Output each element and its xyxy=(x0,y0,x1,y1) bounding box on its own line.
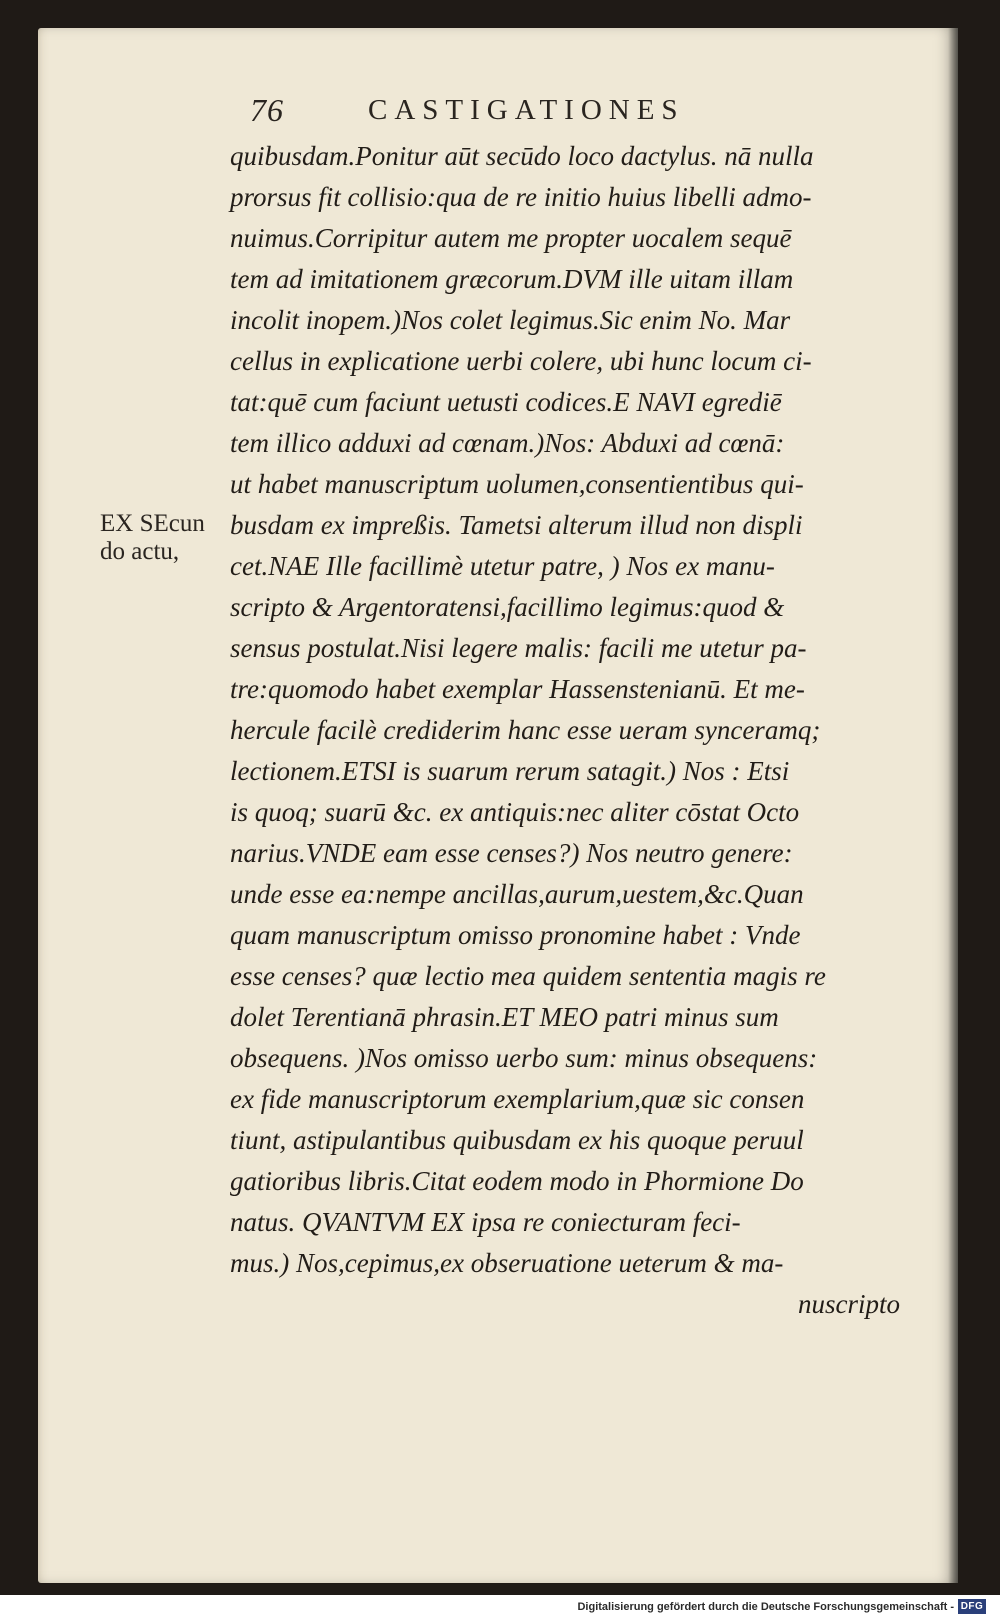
text-line: esse censes? quæ lectio mea quidem sententia magis re xyxy=(230,961,826,991)
text-line: sensus postulat.Nisi legere malis: facili me utetur pa- xyxy=(230,633,807,663)
page-edge-shadow xyxy=(948,28,958,1583)
text-line: cellus in explicatione uerbi colere, ubi hunc locum ci- xyxy=(230,346,812,376)
text-line: nuimus.Corripitur autem me propter uocalem sequē xyxy=(230,223,792,253)
text-line: is quoq; suarū &c. ex antiquis:nec aliter cōstat Octo xyxy=(230,797,800,827)
funding-notice: Digitalisierung gefördert durch die Deutsche Forschungsgemeinschaft - xyxy=(577,1601,954,1613)
text-line: busdam ex impreßis. Tametsi alterum illud non displi xyxy=(230,510,803,540)
text-line: quam manuscriptum omisso pronomine habet : Vnde xyxy=(230,920,801,950)
margin-note xyxy=(100,510,240,566)
text-line: hercule facilè crediderim hanc esse ueram synceramq; xyxy=(230,715,821,745)
page-header xyxy=(250,92,730,132)
text-line: tat:quē cum faciunt uetusti codices.E NAVI egrediē xyxy=(230,387,782,417)
text-line: natus. QVANTVM EX ipsa re coniecturam feci- xyxy=(230,1207,741,1237)
margin-note-line: do actu, xyxy=(100,538,180,565)
page-number: 76 xyxy=(250,92,284,128)
dfg-logo-icon: DFG xyxy=(958,1599,986,1614)
footer-bar xyxy=(0,1595,1000,1623)
text-line: ut habet manuscriptum uolumen,consentientibus qui- xyxy=(230,469,804,499)
running-title: CASTIGATIONES xyxy=(368,94,685,126)
text-line: cet.NAE Ille facillimè utetur patre, ) Nos ex manu- xyxy=(230,551,775,581)
body-text xyxy=(230,136,910,1325)
text-line: prorsus fit collisio:qua de re initio huius libelli admo- xyxy=(230,182,812,212)
text-line: incolit inopem.)Nos colet legimus.Sic enim No. Mar xyxy=(230,305,791,335)
text-line: lectionem.ETSI is suarum rerum satagit.) Nos : Etsi xyxy=(230,756,790,786)
text-line: ex fide manuscriptorum exemplarium,quæ sic consen xyxy=(230,1084,805,1114)
text-line: narius.VNDE eam esse censes?) Nos neutro genere: xyxy=(230,838,793,868)
text-line: tiunt, astipulantibus quibusdam ex his quoque peruul xyxy=(230,1125,804,1155)
text-line: mus.) Nos,cepimus,ex obseruatione ueterum & ma- xyxy=(230,1248,784,1278)
text-line: obsequens. )Nos omisso uerbo sum: minus obsequens: xyxy=(230,1043,818,1073)
text-line: gatioribus libris.Citat eodem modo in Phormione Do xyxy=(230,1166,804,1196)
margin-note-line: EX SEcun xyxy=(100,510,205,537)
text-line: tem ad imitationem græcorum.DVM ille uitam illam xyxy=(230,264,794,294)
text-line: tem illico adduxi ad cœnam.)Nos: Abduxi ad cœnā: xyxy=(230,428,785,458)
text-line: scripto & Argentoratensi,facillimo legimus:quod & xyxy=(230,592,785,622)
text-line: unde esse ea:nempe ancillas,aurum,uestem,&c.Quan xyxy=(230,879,804,909)
text-line: dolet Terentianā phrasin.ET MEO patri minus sum xyxy=(230,1002,779,1032)
catchword: nuscripto xyxy=(797,1289,900,1319)
text-line: quibusdam.Ponitur aūt secūdo loco dactylus. nā nulla xyxy=(230,141,814,171)
text-line: tre:quomodo habet exemplar Hassenstenianū. Et me- xyxy=(230,674,805,704)
